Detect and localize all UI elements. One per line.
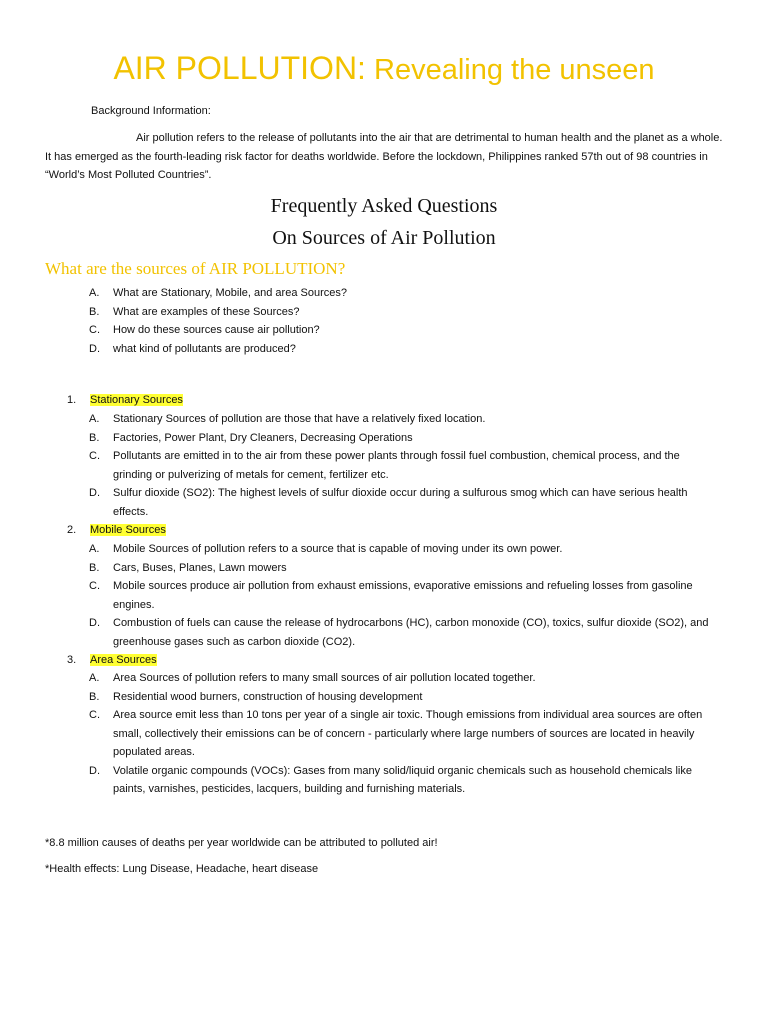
list-item — [89, 447, 719, 484]
list-item — [89, 614, 719, 651]
section-title: Stationary Sources — [90, 394, 183, 406]
list-item-text: Residential wood burners, construction of housing development — [113, 690, 423, 703]
list-marker: C. — [89, 709, 100, 721]
list-marker: D. — [89, 617, 100, 629]
faq-heading-line-2: On Sources of Air Pollution — [272, 227, 496, 249]
list-item-text: Factories, Power Plant, Dry Cleaners, Decreasing Operations — [113, 431, 413, 444]
list-item-text: How do these sources cause air pollution? — [113, 324, 320, 336]
list-item — [89, 484, 719, 521]
list-marker: B. — [89, 431, 100, 444]
list-marker: C. — [89, 580, 100, 592]
section-heading-stationary — [67, 391, 183, 410]
list-item — [89, 706, 719, 762]
section-heading-mobile — [67, 521, 166, 540]
list-marker: D. — [89, 342, 100, 355]
list-item — [89, 577, 719, 614]
list-item — [89, 429, 719, 448]
list-item — [89, 303, 689, 322]
list-marker: B. — [89, 690, 100, 703]
list-item — [89, 340, 689, 359]
list-item-text: Mobile sources produce air pollution from exhaust emissions, evaporative emissions and refueling losses from gasoline engines. — [113, 580, 693, 611]
section-number: 2. — [67, 524, 77, 536]
question-list — [89, 284, 689, 358]
list-item — [89, 559, 719, 578]
list-item-text: Mobile Sources of pollution refers to a source that is capable of moving under its own power. — [113, 543, 563, 555]
list-item-text: what kind of pollutants are produced? — [113, 342, 296, 355]
list-item — [89, 321, 689, 340]
list-marker: A. — [89, 287, 100, 299]
list-item-text: Area Sources of pollution refers to many small sources of air pollution located together. — [113, 672, 536, 684]
section-number: 3. — [67, 654, 77, 666]
list-marker: C. — [89, 450, 100, 462]
section-number: 1. — [67, 394, 77, 406]
list-marker: D. — [89, 764, 100, 777]
list-marker: A. — [89, 543, 100, 555]
area-sources-list — [89, 669, 719, 799]
list-item — [89, 762, 719, 799]
list-item — [89, 540, 719, 559]
list-marker: A. — [89, 413, 100, 425]
list-marker: D. — [89, 487, 100, 499]
list-marker: A. — [89, 672, 100, 684]
section-title: Area Sources — [90, 654, 157, 666]
section-title: Mobile Sources — [90, 524, 166, 536]
mobile-sources-list — [89, 540, 719, 651]
section-heading-area — [67, 651, 157, 670]
list-item-text: Cars, Buses, Planes, Lawn mowers — [113, 561, 287, 574]
list-item — [89, 410, 719, 429]
list-item-text: Volatile organic compounds (VOCs): Gases from many solid/liquid organic chemicals such as household chemicals like paints, varnishes, pesticides, lacquers, building and furnishing materials. — [113, 764, 692, 795]
list-item-text: What are examples of these Sources? — [113, 305, 300, 318]
list-item-text: What are Stationary, Mobile, and area Sources? — [113, 287, 347, 299]
list-item — [89, 688, 719, 707]
background-label: Background Information: — [91, 105, 211, 117]
footnote-deaths: *8.8 million causes of deaths per year worldwide can be attributed to polluted air! — [45, 837, 438, 849]
footnote-health-effects: *Health effects: Lung Disease, Headache, heart disease — [45, 863, 319, 875]
stationary-sources-list — [89, 410, 719, 521]
document-title — [0, 50, 768, 87]
background-paragraph — [45, 129, 725, 185]
sources-question: What are the sources of AIR POLLUTION? — [45, 259, 346, 278]
list-item — [89, 284, 689, 303]
list-item-text: Sulfur dioxide (SO2): The highest levels of sulfur dioxide occur during a sulfurous smog which can have serious health effects. — [113, 487, 688, 518]
faq-heading-line-1: Frequently Asked Questions — [270, 195, 498, 217]
title-subtitle: Revealing the unseen — [365, 54, 655, 86]
list-item — [89, 669, 719, 688]
list-marker: C. — [89, 324, 100, 336]
list-marker: B. — [89, 561, 100, 574]
list-item-text: Pollutants are emitted in to the air from these power plants through fossil fuel combustion, chemical process, and the grinding or pulverizing of metals for cement, fertilizer etc. — [113, 450, 680, 481]
list-item-text: Area source emit less than 10 tons per year of a single air toxic. Though emissions from individual area sources are often small, collectively their emissions can be of concern - particularly where large numbers of sources are located in heavily populated areas. — [113, 709, 703, 758]
list-marker: B. — [89, 305, 100, 318]
title-main: AIR POLLUTION: — [113, 50, 366, 86]
background-text: Air pollution refers to the release of pollutants into the air that are detrimental to human health and the planet as a whole. It has emerged as the fourth-leading risk factor for deaths worldwide. Before the lockdown, Philippines ranked 57th out of 98 countries in “World’s Most Polluted Countries”. — [45, 132, 723, 181]
list-item-text: Stationary Sources of pollution are those that have a relatively fixed location. — [113, 413, 486, 425]
list-item-text: Combustion of fuels can cause the release of hydrocarbons (HC), carbon monoxide (CO), toxics, sulfur dioxide (SO2), and greenhouse gases such as carbon dioxide (CO2). — [113, 617, 709, 648]
